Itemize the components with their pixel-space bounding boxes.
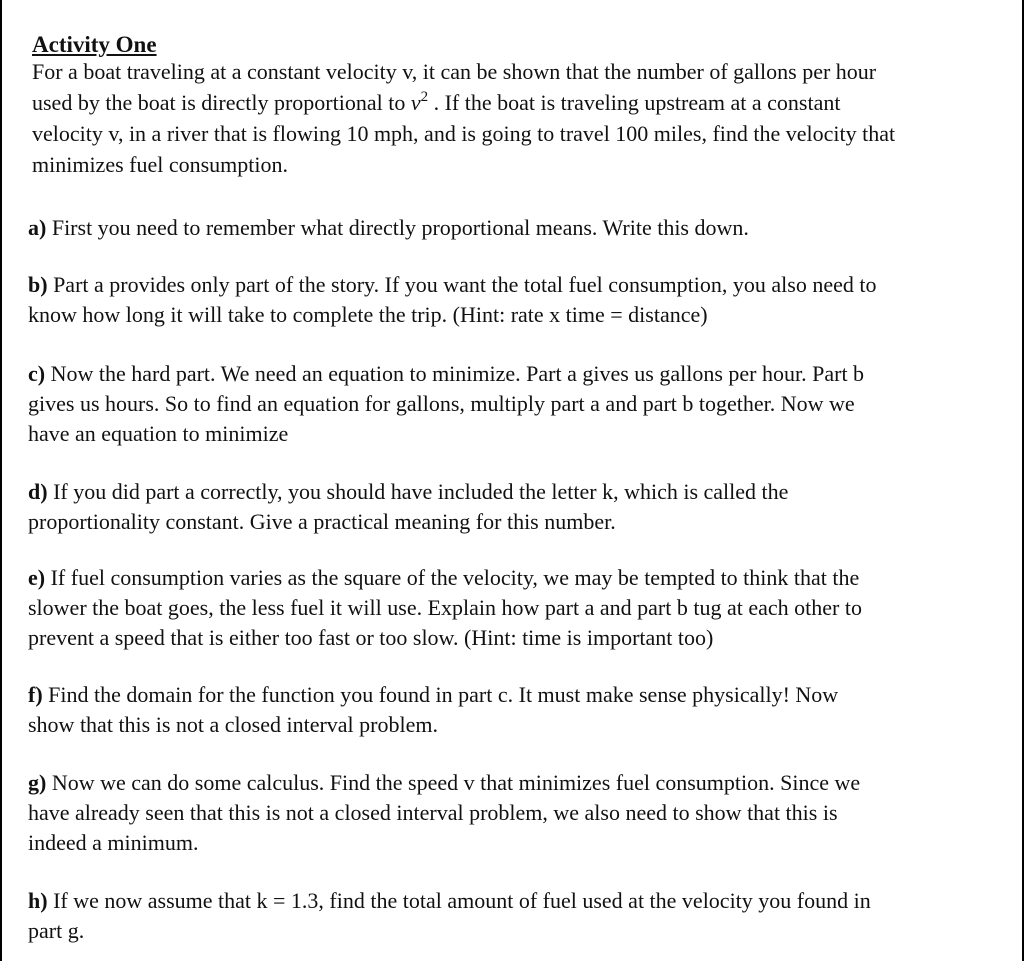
question-c-text: Now the hard part. We need an equation to minimize. Part a gives us gallons per hour. Part b [50,361,865,386]
question-g-letter: g) [28,770,47,795]
question-f [28,680,838,740]
intro-line-1: For a boat traveling at a constant velocity v, it can be shown that the number of gallons per hour [32,59,877,84]
question-h-line-1 [28,886,871,916]
question-e-line-1 [28,563,862,593]
question-b-line-2: know how long it will take to complete the trip. (Hint: rate x time = distance) [28,302,708,327]
intro-line-2-rest: . If the boat is traveling upstream at a constant [433,90,841,115]
question-d-letter: d) [28,479,48,504]
intro-paragraph [32,57,895,181]
question-d-text: If you did part a correctly, you should have included the letter k, which is called the [53,479,789,504]
question-g-line-2: have already seen that this is not a closed interval problem, we also need to show that this is [28,800,838,825]
question-a-letter: a) [28,215,47,240]
question-h-letter: h) [28,888,48,913]
exponent: 2 [420,89,429,105]
question-g-line-3: indeed a minimum. [28,830,199,855]
intro-line-4: minimizes fuel consumption. [32,152,289,177]
question-e [28,563,862,653]
velocity-variable: v [410,90,421,115]
question-b [28,270,876,330]
question-c-letter: c) [28,361,46,386]
question-f-line-2: show that this is not a closed interval problem. [28,712,438,737]
question-g-line-1 [28,768,860,798]
question-f-letter: f) [28,682,43,707]
question-b-text: Part a provides only part of the story. If you want the total fuel consumption, you also need to [53,272,877,297]
question-a [28,213,749,243]
question-e-letter: e) [28,565,46,590]
question-b-line-1 [28,270,876,300]
intro-line-3: velocity v, in a river that is flowing 10 mph, and is going to travel 100 miles, find the velocity that [32,121,896,146]
intro-line-2-text: used by the boat is directly proportional to [32,90,406,115]
intro-line-2 [32,88,895,119]
question-e-line-3: prevent a speed that is either too fast or too slow. (Hint: time is important too) [28,625,714,650]
question-f-text: Find the domain for the function you found in part c. It must make sense physically! Now [48,682,839,707]
question-d-line-1 [28,477,788,507]
activity-title: Activity One [32,32,157,57]
question-a-line-1 [28,213,749,243]
question-h-text: If we now assume that k = 1.3, find the total amount of fuel used at the velocity you found in [53,888,871,913]
question-c [28,359,864,449]
question-h-line-2: part g. [28,918,85,943]
question-f-line-1 [28,680,838,710]
question-c-line-3: have an equation to minimize [28,421,289,446]
question-a-text: First you need to remember what directly proportional means. Write this down. [51,215,749,240]
question-h [28,886,871,946]
question-c-line-1 [28,359,864,389]
question-b-letter: b) [28,272,48,297]
question-g [28,768,860,858]
question-c-line-2: gives us hours. So to find an equation for gallons, multiply part a and part b together. Now we [28,391,855,416]
question-e-line-2: slower the boat goes, the less fuel it will use. Explain how part a and part b tug at each other to [28,595,862,620]
question-d-line-2: proportionality constant. Give a practical meaning for this number. [28,509,616,534]
question-e-text: If fuel consumption varies as the square of the velocity, we may be tempted to think that the [50,565,860,590]
question-g-text: Now we can do some calculus. Find the speed v that minimizes fuel consumption. Since we [51,770,861,795]
question-d [28,477,788,537]
